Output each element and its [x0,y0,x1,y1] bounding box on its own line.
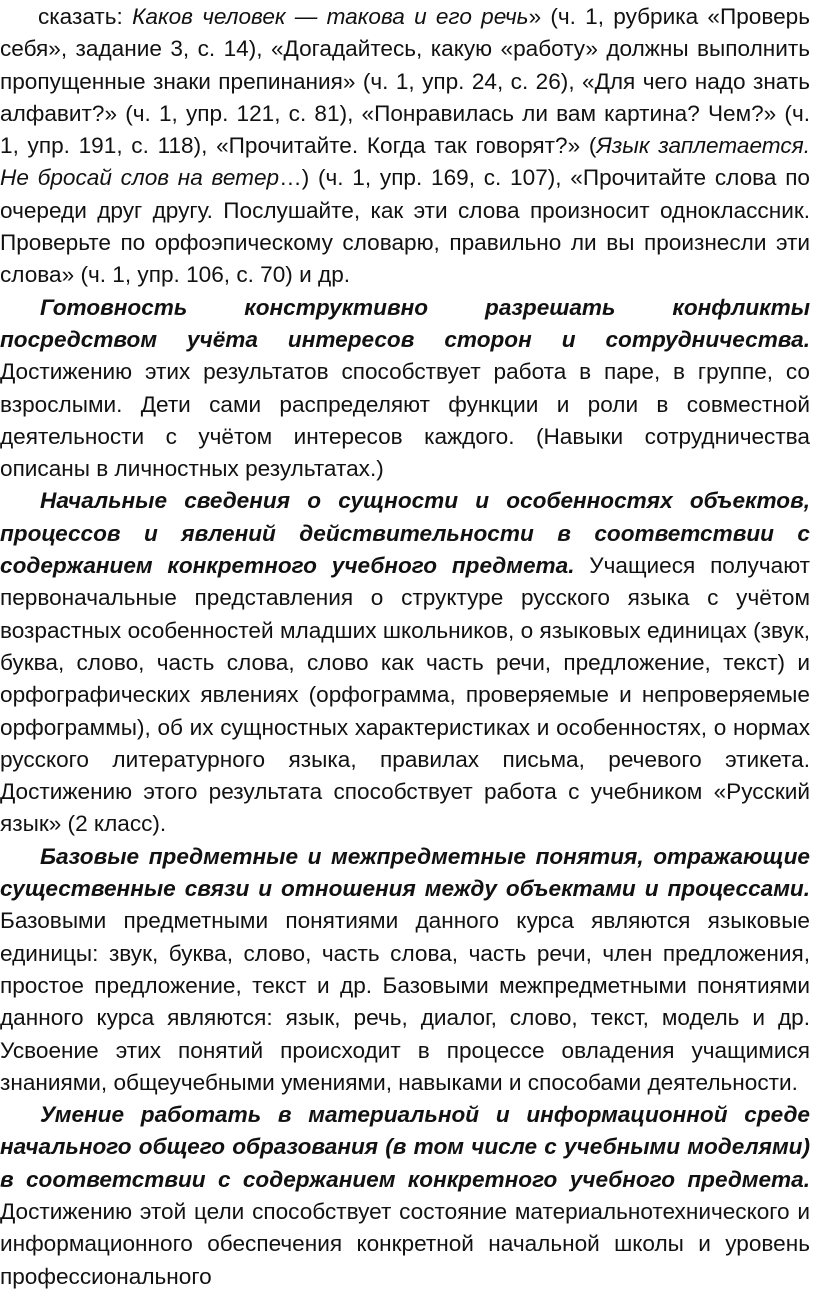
text-run: » (ч. 1, рубрика «Проверь себя», задание 3, с. 14), «Догадайтесь, какую «работу» должны выполнить пропущенные знаки препинания» (ч. 1, упр. 24, с. 26), «Для чего надо знать алфавит?» (ч. 1, упр. 121, с. 81), «Понравилась ли вам картина? Чем?» (ч. 1, упр. 191, с. 118), «Прочитайте. Когда так говорят?» ( [0,4,811,159]
paragraph-basic-knowledge [0,485,810,840]
italic-quote: Язык заплетается. Не бросай слов на ветер [0,133,810,191]
paragraph-heading: Умение работать в материальной и информационной среде начального общего образования (в том числе с учебными моделями) в соответствии с содержанием конкретного учебного предмета. [0,1102,810,1192]
paragraph-body: Достижению этих результатов способствует работа в паре, в группе, со взрослыми. Дети сами распределяют функции и роли в совместной деятельности с учётом интересов каждого. (Навыки сотрудничества описаны в личностных результатах.) [0,359,810,482]
paragraph-environment [0,1099,810,1293]
paragraph-cooperation [0,292,810,486]
paragraph-heading: Готовность конструктивно разрешать конфликты посредством учёта интересов сторон и сотрудничества. [0,294,810,352]
italic-quote: Каков человек — такова и его речь [132,4,529,29]
paragraph-concepts [0,841,810,1099]
paragraph-body: Учащиеся получают первоначальные представления о структуре русского языка с учётом возрастных особенностей младших школьников, о языковых единицах (звук, буква, слово, часть слова, слово как часть речи, предложение, текст) и орфографических явлениях (орфограмма, проверяемые и непроверяемые орфограммы), об их сущностных характеристиках и особенностях, о нормах русского литературного языка, правилах письма, речевого этикета. Достижению этого результата способствует работа с учебником «Русский язык» (2 класс). [0,553,810,837]
paragraph-heading: Начальные сведения о сущности и особенностях объектов, процессов и явлений действительности в соответствии с содержанием конкретного учебного предмета. [0,488,810,579]
text-run: сказать: [38,4,133,29]
paragraph-body: Достижению этой цели способствует состояние материальнотехнического и информационного обеспечения конкретной начальной школы и уровень профессионального [0,1198,810,1289]
paragraph-continued [0,1,810,292]
paragraph-heading: Базовые предметные и межпредметные понятия, отражающие существенные связи и отношения между объектами и процессами. [0,843,810,902]
text-run: …) (ч. 1, упр. 169, с. 107), «Прочитайте слова по очереди друг другу. Послушайте, как эти слова произносит одноклассник. Проверьте по орфоэпическому словарю, правильно ли вы произнесли эти слова» (ч. 1, упр. 106, с. 70) и др. [0,165,810,288]
paragraph-body: Базовыми предметными понятиями данного курса являются языковые единицы: звук, буква, слово, часть слова, часть речи, член предложения, простое предложение, текст и др. Базовыми межпредметными понятиями данного курса являются: язык, речь, диалог, слово, текст, модель и др. Усвоение этих понятий происходит в процессе овладения учащимися знаниями, общеучебными умениями, навыками и способами деятельности. [0,908,810,1095]
document-page [0,1,816,1293]
